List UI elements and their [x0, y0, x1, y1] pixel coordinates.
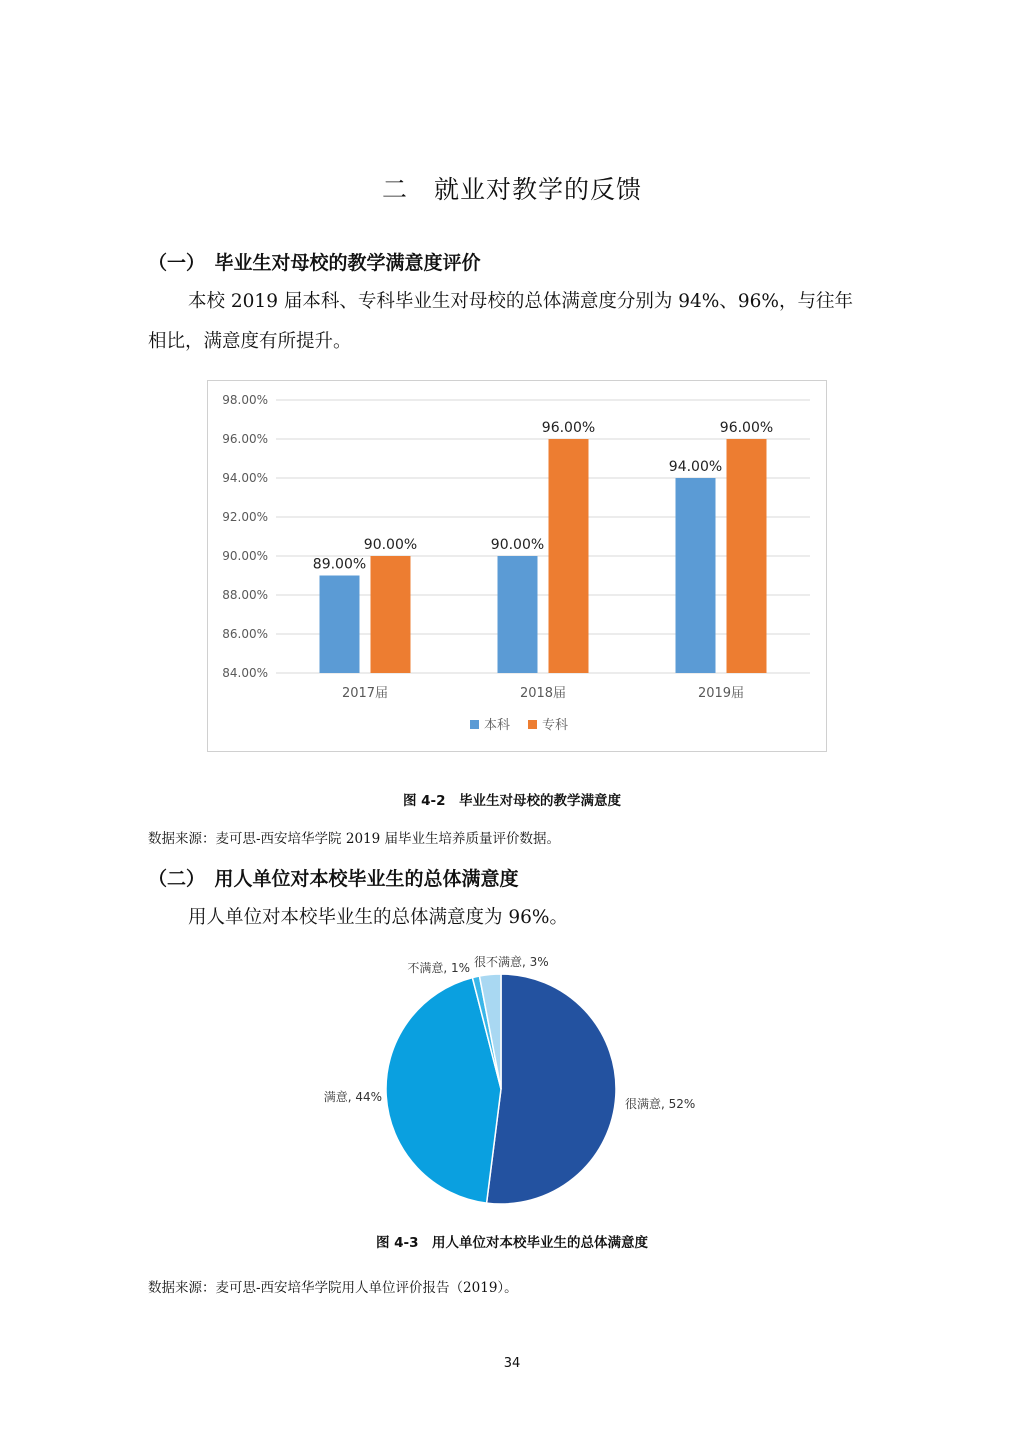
bar-chart	[208, 381, 826, 751]
y-tick-label: 90.00%	[222, 549, 268, 563]
page-number: 34	[503, 1356, 521, 1371]
bar	[320, 576, 360, 674]
legend-label: 本科	[484, 718, 511, 733]
y-tick-label: 98.00%	[222, 393, 268, 407]
y-tick-label: 86.00%	[222, 627, 268, 641]
pie-label: 很满意, 52%	[625, 1097, 696, 1111]
paragraph-line-2: 相比，满意度有所提升。	[148, 331, 352, 352]
x-tick-label: 2017届	[341, 686, 389, 701]
x-tick-label: 2018届	[519, 686, 567, 701]
legend-label: 专科	[542, 718, 569, 733]
subsection-heading-1: （一） 毕业生对母校的教学满意度评价	[148, 252, 481, 274]
y-tick-label: 96.00%	[222, 432, 268, 446]
paragraph-line-1: 本校 2019 届本科、专科毕业生对母校的总体满意度分别为 94%、96%，与往年	[188, 291, 853, 312]
legend-swatch	[470, 720, 479, 729]
data-label: 96.00%	[719, 420, 774, 436]
pie-label: 不满意, 1%	[407, 961, 470, 975]
x-tick-label: 2019届	[697, 686, 745, 701]
data-label: 89.00%	[312, 556, 367, 573]
section-title: 二 就业对教学的反馈	[381, 175, 642, 204]
bar-chart-frame	[207, 380, 827, 752]
y-tick-label: 92.00%	[222, 510, 268, 524]
y-tick-label: 94.00%	[222, 471, 268, 485]
y-tick-label: 84.00%	[222, 666, 268, 680]
data-label: 96.00%	[541, 420, 596, 436]
pie-label: 满意, 44%	[323, 1090, 382, 1104]
legend-swatch	[528, 720, 537, 729]
data-label: 90.00%	[363, 537, 418, 553]
paragraph-employer: 用人单位对本校毕业生的总体满意度为 96%。	[188, 907, 569, 928]
data-source-1: 数据来源：麦可思-西安培华学院 2019 届毕业生培养质量评价数据。	[148, 831, 560, 847]
data-source-2: 数据来源：麦可思-西安培华学院用人单位评价报告（2019）。	[148, 1280, 518, 1296]
pie-chart	[300, 945, 740, 1220]
pie-slice	[487, 974, 616, 1204]
figure-caption-4-3: 图 4-3 用人单位对本校毕业生的总体满意度	[375, 1235, 649, 1251]
y-tick-label: 88.00%	[222, 588, 268, 602]
paragraph-satisfaction	[148, 282, 898, 362]
bar	[549, 439, 589, 673]
bar	[676, 478, 716, 673]
subsection-heading-2: （二） 用人单位对本校毕业生的总体满意度	[148, 868, 519, 890]
bar	[371, 556, 411, 673]
data-label: 94.00%	[668, 459, 723, 475]
bar	[498, 556, 538, 673]
bar	[727, 439, 767, 673]
figure-caption-4-2: 图 4-2 毕业生对母校的教学满意度	[402, 793, 622, 809]
data-label: 90.00%	[490, 537, 545, 553]
pie-label: 很不满意, 3%	[474, 955, 549, 969]
